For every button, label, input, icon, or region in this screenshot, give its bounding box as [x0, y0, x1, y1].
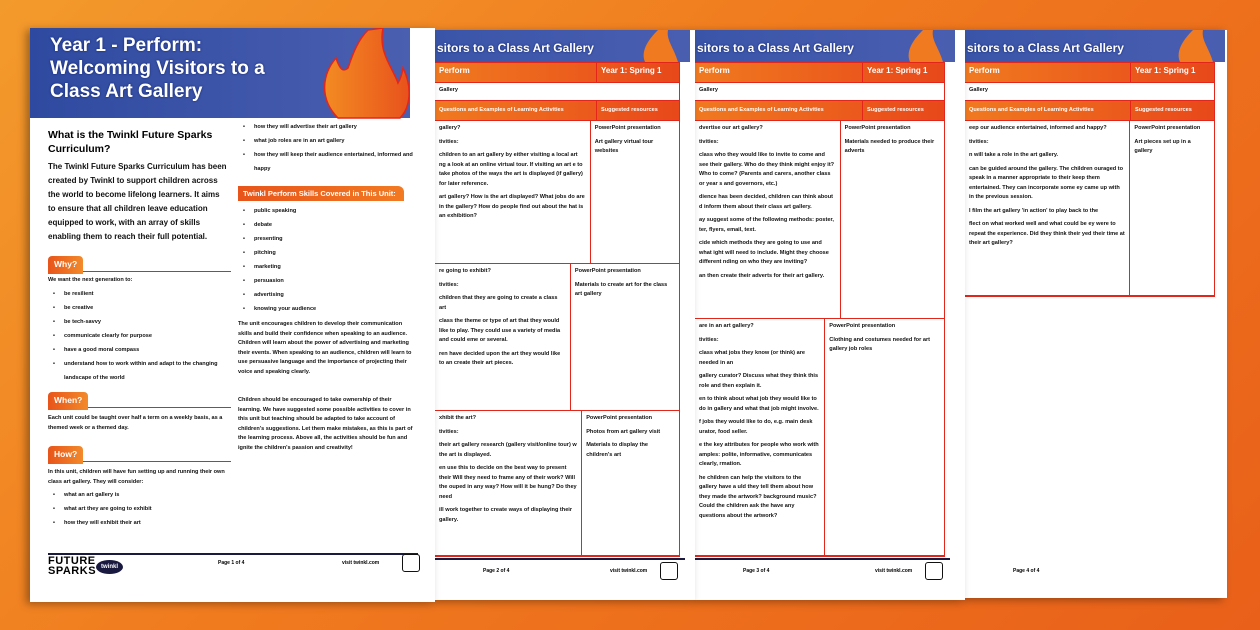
- title-line: Class Art Gallery: [50, 81, 203, 102]
- activity-text: en use this to decide on the best way to present their Will they need to frame any of their work? Will the ouped in any way? How will it be hung? Do they need: [439, 465, 577, 500]
- quality-badge-icon: [402, 554, 420, 572]
- how-item: • what an art gallery is: [48, 488, 233, 502]
- page-number: Page 2 of 4: [483, 568, 510, 574]
- activity-cell: [965, 121, 1130, 295]
- activity-text: art gallery? How is the art displayed? What jobs do are in the gallery? How do people find out about the hat is an exhibition?: [439, 194, 585, 219]
- flame-icon: [298, 28, 418, 120]
- why-item: • be resilient: [48, 287, 233, 301]
- activity-row: [435, 264, 679, 411]
- resources-cell: [582, 411, 679, 555]
- unit-cell: Perform: [435, 63, 597, 82]
- why-item: • be creative: [48, 301, 233, 315]
- activity-text: xhibit the art?: [439, 415, 476, 421]
- resource-item: PowerPoint presentation: [1134, 125, 1201, 131]
- unit-row: [965, 63, 1214, 83]
- activity-text: l film the art gallery 'in action' to play back to the: [969, 207, 1099, 214]
- activity-text: n will take a role in the art gallery.: [969, 152, 1059, 158]
- activity-text: their art gallery research (gallery visit/online tour) w the art is displayed.: [439, 442, 577, 458]
- skill-item: • public speaking: [238, 204, 418, 218]
- activity-text: tivities:: [439, 138, 459, 145]
- column-header-resources: Suggested resources: [601, 107, 658, 113]
- visit-link[interactable]: visit twinkl.com: [342, 560, 380, 566]
- activities-table: [965, 62, 1215, 297]
- activity-text: re going to exhibit?: [439, 268, 491, 274]
- title-line: Welcoming Visitors to a: [50, 58, 265, 79]
- unit-paragraph-1: The unit encourages children to develop their communication skills and build their confidence when speaking to an audience. Children will learn about the power of advertising and marketing their events. When speaking to an audience, children will learn to use persuasive language and the importance of projecting their voice and speaking clearly.: [238, 321, 412, 375]
- why-item: • understand how to work within and adapt to the changing landscape of the world: [48, 357, 233, 385]
- disclaimer: [48, 547, 418, 555]
- resources-cell: [571, 264, 679, 410]
- why-item: • have a good moral compass: [48, 343, 233, 357]
- visit-link[interactable]: visit twinkl.com: [610, 568, 648, 574]
- activity-text: can be guided around the gallery. The children ouraged to speak in a manner appropriate to their keep them entertained. They can incorporate some ey came up with in the previous session.: [969, 165, 1124, 200]
- resource-item: Materials to display the children's art: [586, 442, 649, 458]
- column-header-activities: Questions and Examples of Learning Activities: [695, 101, 863, 120]
- activity-text: children that they are going to create a class art: [439, 295, 558, 311]
- column-header-resources: Suggested resources: [1135, 107, 1192, 113]
- activity-text: class what jobs they know (or think) are needed in an: [699, 350, 805, 366]
- activity-text: e the key attributes for people who work with amples: polite, informative, communicates clearly, rmation.: [699, 442, 819, 467]
- how-text: In this unit, children will have fun setting up and running their own class art gallery. They will consider:: [48, 469, 225, 485]
- column-header-row: [695, 101, 944, 121]
- resource-item: PowerPoint presentation: [844, 125, 911, 131]
- resources-cell: [825, 319, 944, 555]
- activity-text: tivities:: [439, 428, 459, 435]
- skill-item: • persuasion: [238, 274, 418, 288]
- how-label: How?: [48, 446, 83, 464]
- activity-cell: [435, 121, 591, 263]
- activity-row: [695, 319, 944, 556]
- activity-text: ill work together to create ways of displaying their gallery.: [439, 507, 573, 523]
- unit-paragraph-2: Children should be encouraged to take ownership of their learning. We have suggested some possible activities to cover in this unit but teaching should be adapted to take account of children's suggestions. Let them make mistakes, as this is part of the learning process. Above all, the activities should be fun and ignite the children's passion and creativity!: [238, 397, 413, 451]
- activity-text: flect on what worked well and what could be ey were to repeat the experience. Did they think their yed their time at their art gallery?: [969, 221, 1125, 246]
- intro-text: The Twinkl Future Sparks Curriculum has been created by Twinkl to support children across the world to become lifelong learners. It aims to ensure that all children leave education equipped to work, with an array of skills enabling them to reach their full potential.: [48, 162, 227, 241]
- quality-badge-icon: [660, 562, 678, 580]
- skill-item: • pitching: [238, 246, 418, 260]
- term-cell: Year 1: Spring 1: [867, 66, 928, 75]
- future-sparks-logo: FUTURE SPARKS: [48, 555, 97, 577]
- how-item: • what art they are going to exhibit: [48, 502, 233, 516]
- page-1: [30, 28, 435, 602]
- twinkl-logo: twinkl: [96, 560, 123, 574]
- skill-item: • debate: [238, 218, 418, 232]
- activity-text: gallery?: [439, 125, 461, 131]
- table-title-banner: sitors to a Class Art Gallery: [965, 30, 1225, 62]
- unit-cell: Perform: [695, 63, 863, 82]
- visit-link[interactable]: visit twinkl.com: [875, 568, 913, 574]
- subtitle-cell: Gallery: [699, 87, 718, 93]
- activity-row: [965, 121, 1214, 296]
- activity-text: tivities:: [699, 138, 719, 145]
- why-section-header: [48, 254, 231, 272]
- activity-text: ren have decided upon the art they would like to an create their art pieces.: [439, 350, 561, 366]
- activity-text: are in an art gallery?: [699, 323, 754, 329]
- column-header-activities: Questions and Examples of Learning Activities: [965, 101, 1131, 120]
- column-header-row: [435, 101, 679, 121]
- why-lead: We want the next generation to:: [48, 277, 133, 283]
- activity-text: he children can help the visitors to the gallery have a uld they tell them about how they made the artwork? background music? Could the children ask the have any questions about the artwork?: [699, 474, 817, 519]
- activity-text: tivities:: [439, 281, 459, 288]
- flame-icon: [905, 30, 945, 62]
- why-item: • communicate clearly for purpose: [48, 329, 233, 343]
- skill-item: • presenting: [238, 232, 418, 246]
- activities-table: [695, 62, 945, 557]
- unit-cell: Perform: [965, 63, 1131, 82]
- resource-item: Clothing and costumes needed for art gallery job roles: [829, 336, 930, 352]
- resource-item: PowerPoint presentation: [829, 323, 896, 329]
- why-label: Why?: [48, 256, 83, 274]
- activity-row: [695, 121, 944, 319]
- resource-item: Materials to create art for the class art gallery: [574, 281, 668, 297]
- page-2: [435, 30, 695, 600]
- activities-table: [435, 62, 680, 557]
- skills-header: Twinkl Perform Skills Covered in This Unit:: [238, 186, 404, 201]
- resources-cell: [591, 121, 679, 263]
- resource-item: PowerPoint presentation: [594, 125, 661, 131]
- page-number: Page 4 of 4: [1013, 568, 1040, 574]
- when-section-header: [48, 390, 231, 408]
- column-header-row: [965, 101, 1214, 121]
- how-item: • how they will keep their audience entertained, informed and happy: [238, 148, 418, 176]
- subtitle-row: [695, 83, 944, 101]
- subtitle-cell: Gallery: [439, 87, 458, 93]
- subtitle-row: [965, 83, 1214, 101]
- skill-item: • marketing: [238, 260, 418, 274]
- when-text: Each unit could be taught over half a term on a weekly basis, as a themed week or a themed day.: [48, 415, 223, 431]
- activity-text: an then create their adverts for their art gallery.: [699, 272, 825, 279]
- unit-row: [695, 63, 944, 83]
- how-item: • how they will advertise their art gallery: [238, 120, 418, 134]
- column-header-resources: Suggested resources: [867, 107, 924, 113]
- resource-item: Materials needed to produce their adverts: [844, 138, 935, 154]
- activity-text: dvertise our art gallery?: [699, 125, 763, 131]
- why-item: • be tech-savvy: [48, 315, 233, 329]
- activity-row: [435, 411, 679, 556]
- activity-text: cide which methods they are going to use and what ight will need to include. Might they choose different nding on who they are inviting?: [699, 240, 829, 265]
- activity-text: en to think about what job they would like to do in gallery and what that job might involve.: [699, 396, 819, 412]
- activity-text: children to an art gallery by either visiting a local art ng a look at an online virtual tour. If visiting an art e to take photos of the ways the art is displayed (if gallery) for later reference.: [439, 152, 583, 187]
- table-title-banner: sitors to a Class Art Gallery: [695, 30, 955, 62]
- resource-item: Art pieces set up in a gallery: [1134, 138, 1191, 154]
- flame-icon: [1175, 30, 1215, 62]
- activity-text: tivities:: [699, 336, 719, 343]
- term-cell: Year 1: Spring 1: [601, 66, 662, 75]
- activity-text: dience has been decided, children can think about d inform them about their class art gallery.: [699, 194, 833, 210]
- activity-text: ay suggest some of the following methods: poster, ter, flyers, email, text.: [699, 217, 834, 233]
- how-item: • what job roles are in an art gallery: [238, 134, 418, 148]
- subtitle-row: [435, 83, 679, 101]
- term-cell: Year 1: Spring 1: [1135, 66, 1196, 75]
- subtitle-cell: Gallery: [969, 87, 988, 93]
- resource-item: Photos from art gallery visit: [586, 428, 661, 435]
- activity-text: f jobs they would like to do, e.g. main desk urator, food seller.: [699, 419, 813, 435]
- quality-badge-icon: [925, 562, 943, 580]
- activity-text: gallery curator? Discuss what they think this role and then explain it.: [699, 373, 819, 389]
- activity-text: eep our audience entertained, informed and happy?: [969, 125, 1107, 131]
- page-footer: [435, 558, 685, 560]
- activity-cell: [695, 319, 825, 555]
- skill-item: • advertising: [238, 288, 418, 302]
- activity-text: class who they would like to invite to come and see their gallery. Who do they think might enjoy it? Who to come? (Parents and carers, another class or year s and governors, etc.): [699, 152, 835, 187]
- curriculum-heading: What is the Twinkl Future Sparks Curriculum?: [48, 129, 213, 155]
- page-footer: [695, 558, 950, 560]
- resources-cell: [841, 121, 944, 318]
- resource-item: PowerPoint presentation: [586, 415, 653, 421]
- page-4: [965, 30, 1227, 598]
- activity-text: class the theme or type of art that they would like to play. They could use a variety of media and could eme or several.: [439, 318, 561, 343]
- skill-item: • knowing your audience: [238, 302, 418, 316]
- activity-row: [435, 121, 679, 264]
- table-title-banner: sitors to a Class Art Gallery: [435, 30, 690, 62]
- activity-cell: [435, 264, 571, 410]
- page-number: Page 1 of 4: [218, 560, 245, 566]
- unit-row: [435, 63, 679, 83]
- activity-cell: [695, 121, 841, 318]
- resource-item: PowerPoint presentation: [574, 268, 641, 274]
- title-line: Year 1 - Perform:: [50, 35, 203, 56]
- flame-icon: [640, 30, 680, 62]
- how-section-header: [48, 444, 231, 462]
- resource-item: Art gallery virtual tour websites: [594, 138, 654, 154]
- activity-cell: [435, 411, 582, 555]
- page-3: [695, 30, 965, 600]
- page-number: Page 3 of 4: [743, 568, 770, 574]
- when-label: When?: [48, 392, 88, 410]
- column-header-activities: Questions and Examples of Learning Activities: [435, 101, 597, 120]
- how-item: • how they will exhibit their art: [48, 516, 233, 530]
- resources-cell: [1130, 121, 1214, 295]
- activity-text: tivities:: [969, 138, 989, 145]
